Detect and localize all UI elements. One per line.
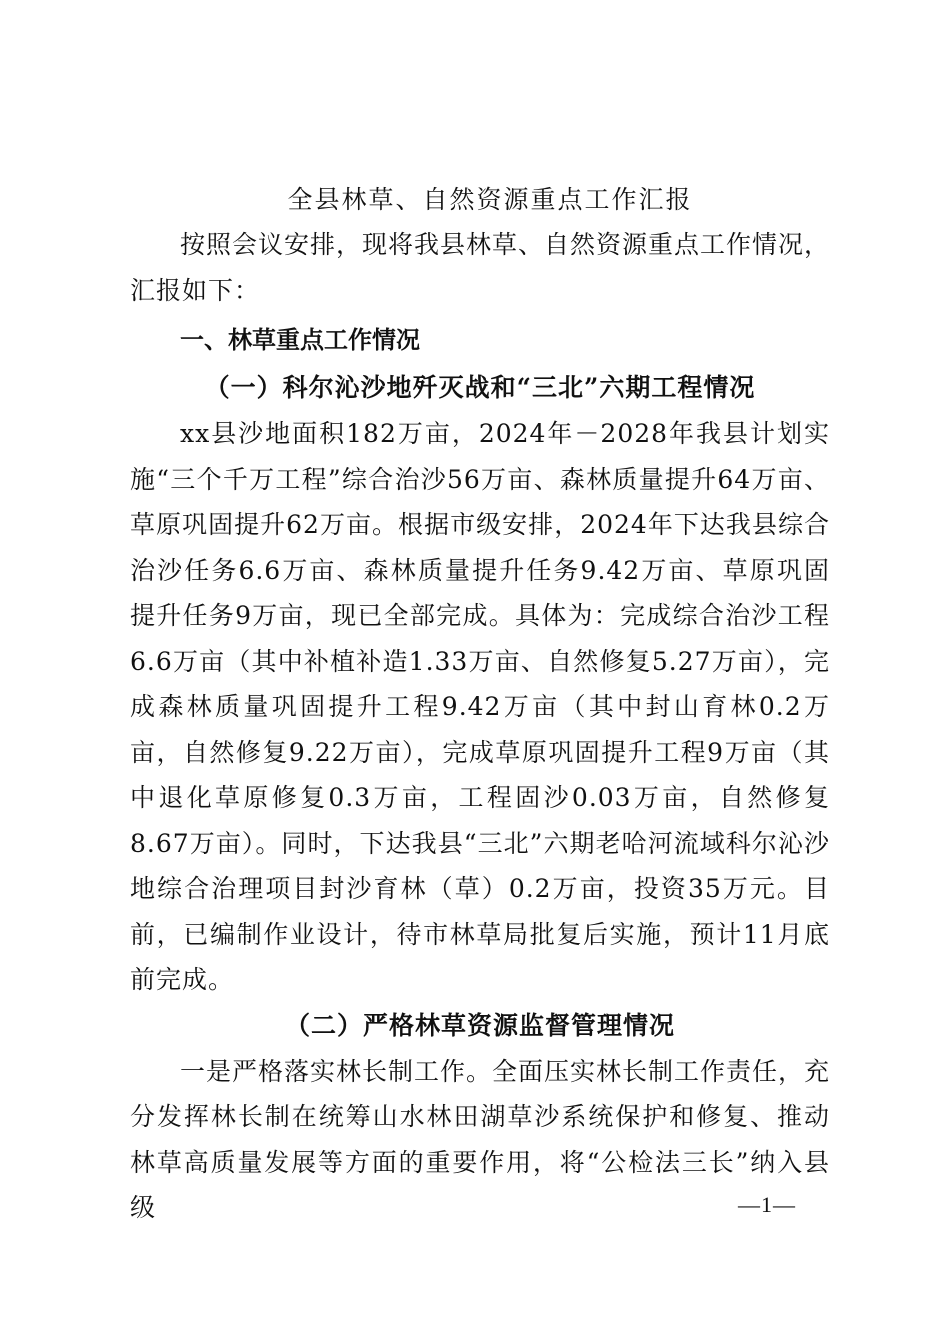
resource-supervision-paragraph: 一是严格落实林长制工作。全面压实林长制工作责任，充分发挥林长制在统筹山水林田湖草沙系统保护和修复、推动林草高质量发展等方面的重要作用，将“公检法三长”纳入县级	[130, 1056, 831, 1222]
subsection-heading-desert-control: （一）科尔沁沙地歼灭战和“三北”六期工程情况	[204, 373, 756, 402]
document-title: 全县林草、自然资源重点工作汇报	[287, 185, 693, 214]
subsection-heading-resource-supervision: （二）严格林草资源监督管理情况	[284, 1010, 675, 1040]
section-heading-forestry: 一、林草重点工作情况	[180, 326, 420, 354]
page-number: —1—	[738, 1192, 796, 1217]
desert-control-paragraph: xx县沙地面积182万亩，2024年－2028年我县计划实施“三个千万工程”综合治沙56万亩、森林质量提升64万亩、草原巩固提升62万亩。根据市级安排，2024年下达我县综合治沙任务6.6万亩、森林质量提升任务9.42万亩、草原巩固提升任务9万亩，现已全部完成。具体为：完成综合治沙工程6.6万亩（其中补植补造1.33万亩、自然修复5.27万亩），完成森林质量巩固提升工程9.42万亩（其中封山育林0.2万亩，自然修复9.22万亩），完成草原巩固提升工程9万亩（其中退化草原修复0.3万亩，工程固沙0.03万亩，自然修复8.67万亩）。同时，下达我县“三北”六期老哈河流域科尔沁沙地综合治理项目封沙育林（草）0.2万亩，投资35万元。目前，已编制作业设计，待市林草局批复后实施，预计11月底前完成。	[130, 419, 830, 994]
intro-paragraph: 按照会议安排，现将我县林草、自然资源重点工作情况，汇报如下：	[130, 230, 831, 305]
document-body	[130, 178, 830, 1231]
